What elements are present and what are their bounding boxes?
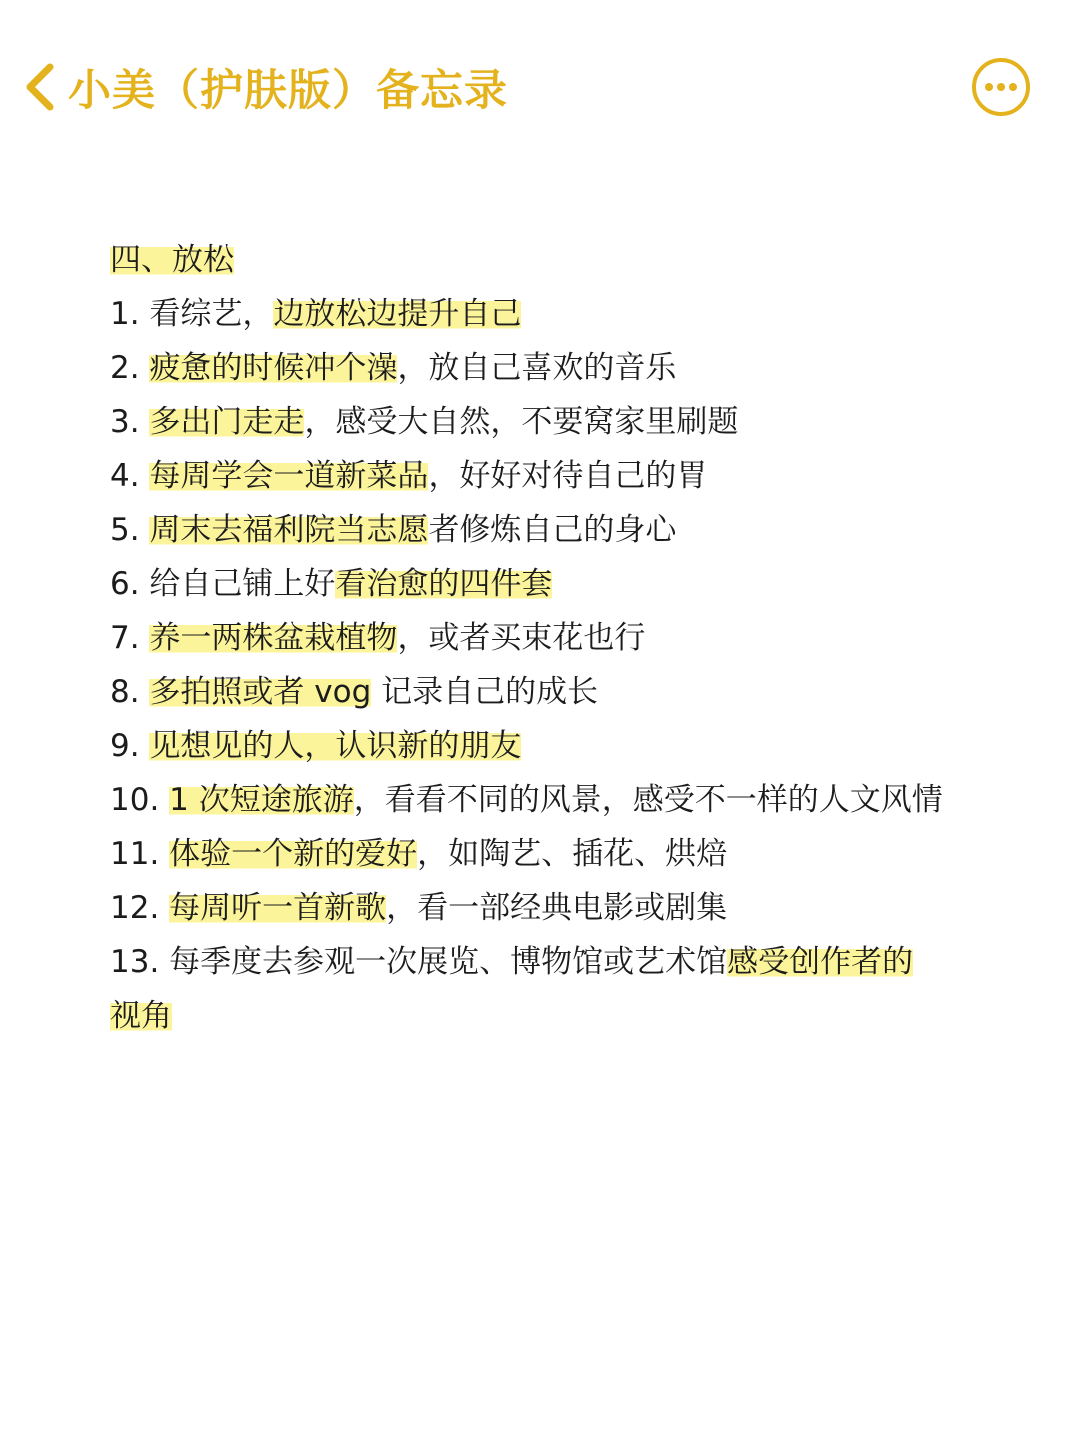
note-line — [110, 611, 1010, 665]
ellipsis-circle-icon — [970, 56, 1032, 118]
highlighted-text: 每周听一首新歌 — [169, 890, 387, 926]
note-line — [110, 557, 1010, 611]
note-line — [110, 719, 1010, 773]
note-text: 2. — [110, 350, 150, 386]
note-line — [110, 827, 1010, 881]
note-line — [110, 989, 1010, 1043]
note-text: 9. — [110, 728, 150, 764]
note-body[interactable] — [110, 233, 1010, 1043]
highlighted-text: 多出门走走 — [149, 404, 305, 440]
note-text: ，或者买束花也行 — [397, 620, 646, 656]
note-line — [110, 503, 1010, 557]
note-line — [110, 233, 1010, 287]
note-text: 4. — [110, 458, 150, 494]
highlighted-text: 体验一个新的爱好 — [169, 836, 418, 872]
note-line — [110, 881, 1010, 935]
note-text: 7. — [110, 620, 150, 656]
note-text: 3. — [110, 404, 150, 440]
highlighted-text: 边放松边提升自己 — [273, 296, 522, 332]
highlighted-text: 四、放松 — [110, 242, 234, 278]
highlighted-text: 周末去福利院当志愿 — [149, 512, 429, 548]
note-text: 记录自己的成长 — [371, 674, 599, 710]
highlighted-text: 感受创作者的 — [727, 944, 914, 980]
more-options-button[interactable] — [970, 56, 1032, 118]
note-text: 11. — [110, 836, 170, 872]
note-text: ，如陶艺、插花、烘焙 — [417, 836, 728, 872]
note-text: 者修炼自己的身心 — [428, 512, 677, 548]
note-line — [110, 773, 1010, 827]
note-text: 5. — [110, 512, 150, 548]
note-text: 8. — [110, 674, 150, 710]
back-button-label: 小美（护肤版）备忘录 — [68, 65, 508, 116]
note-text: 10. — [110, 782, 170, 818]
highlighted-text: 1 次短途旅游 — [169, 782, 354, 818]
note-line — [110, 341, 1010, 395]
note-text: ，感受大自然，不要窝家里刷题 — [304, 404, 739, 440]
note-line — [110, 449, 1010, 503]
highlighted-text: 多拍照或者 vog — [149, 674, 372, 710]
note-text: 1. 看综艺， — [110, 296, 274, 332]
navigation-bar — [0, 0, 1080, 175]
highlighted-text: 养一两株盆栽植物 — [149, 620, 398, 656]
highlighted-text: 视角 — [110, 998, 172, 1034]
back-button[interactable] — [18, 52, 508, 122]
note-line — [110, 665, 1010, 719]
note-text: ，看看不同的风景，感受不一样的人文风情 — [353, 782, 943, 818]
note-line — [110, 287, 1010, 341]
chevron-left-icon — [18, 57, 62, 117]
note-line — [110, 395, 1010, 449]
note-text: 13. 每季度去参观一次展览、博物馆或艺术馆 — [110, 944, 728, 980]
highlighted-text: 疲惫的时候冲个澡 — [149, 350, 398, 386]
highlighted-text: 见想见的人，认识新的朋友 — [149, 728, 522, 764]
note-text: ，看一部经典电影或剧集 — [386, 890, 728, 926]
highlighted-text: 每周学会一道新菜品 — [149, 458, 429, 494]
note-line — [110, 935, 1010, 989]
note-text: ，好好对待自己的胃 — [428, 458, 708, 494]
note-text: ，放自己喜欢的音乐 — [397, 350, 677, 386]
highlighted-text: 看治愈的四件套 — [335, 566, 553, 602]
note-text: 6. 给自己铺上好 — [110, 566, 336, 602]
note-text: 12. — [110, 890, 170, 926]
